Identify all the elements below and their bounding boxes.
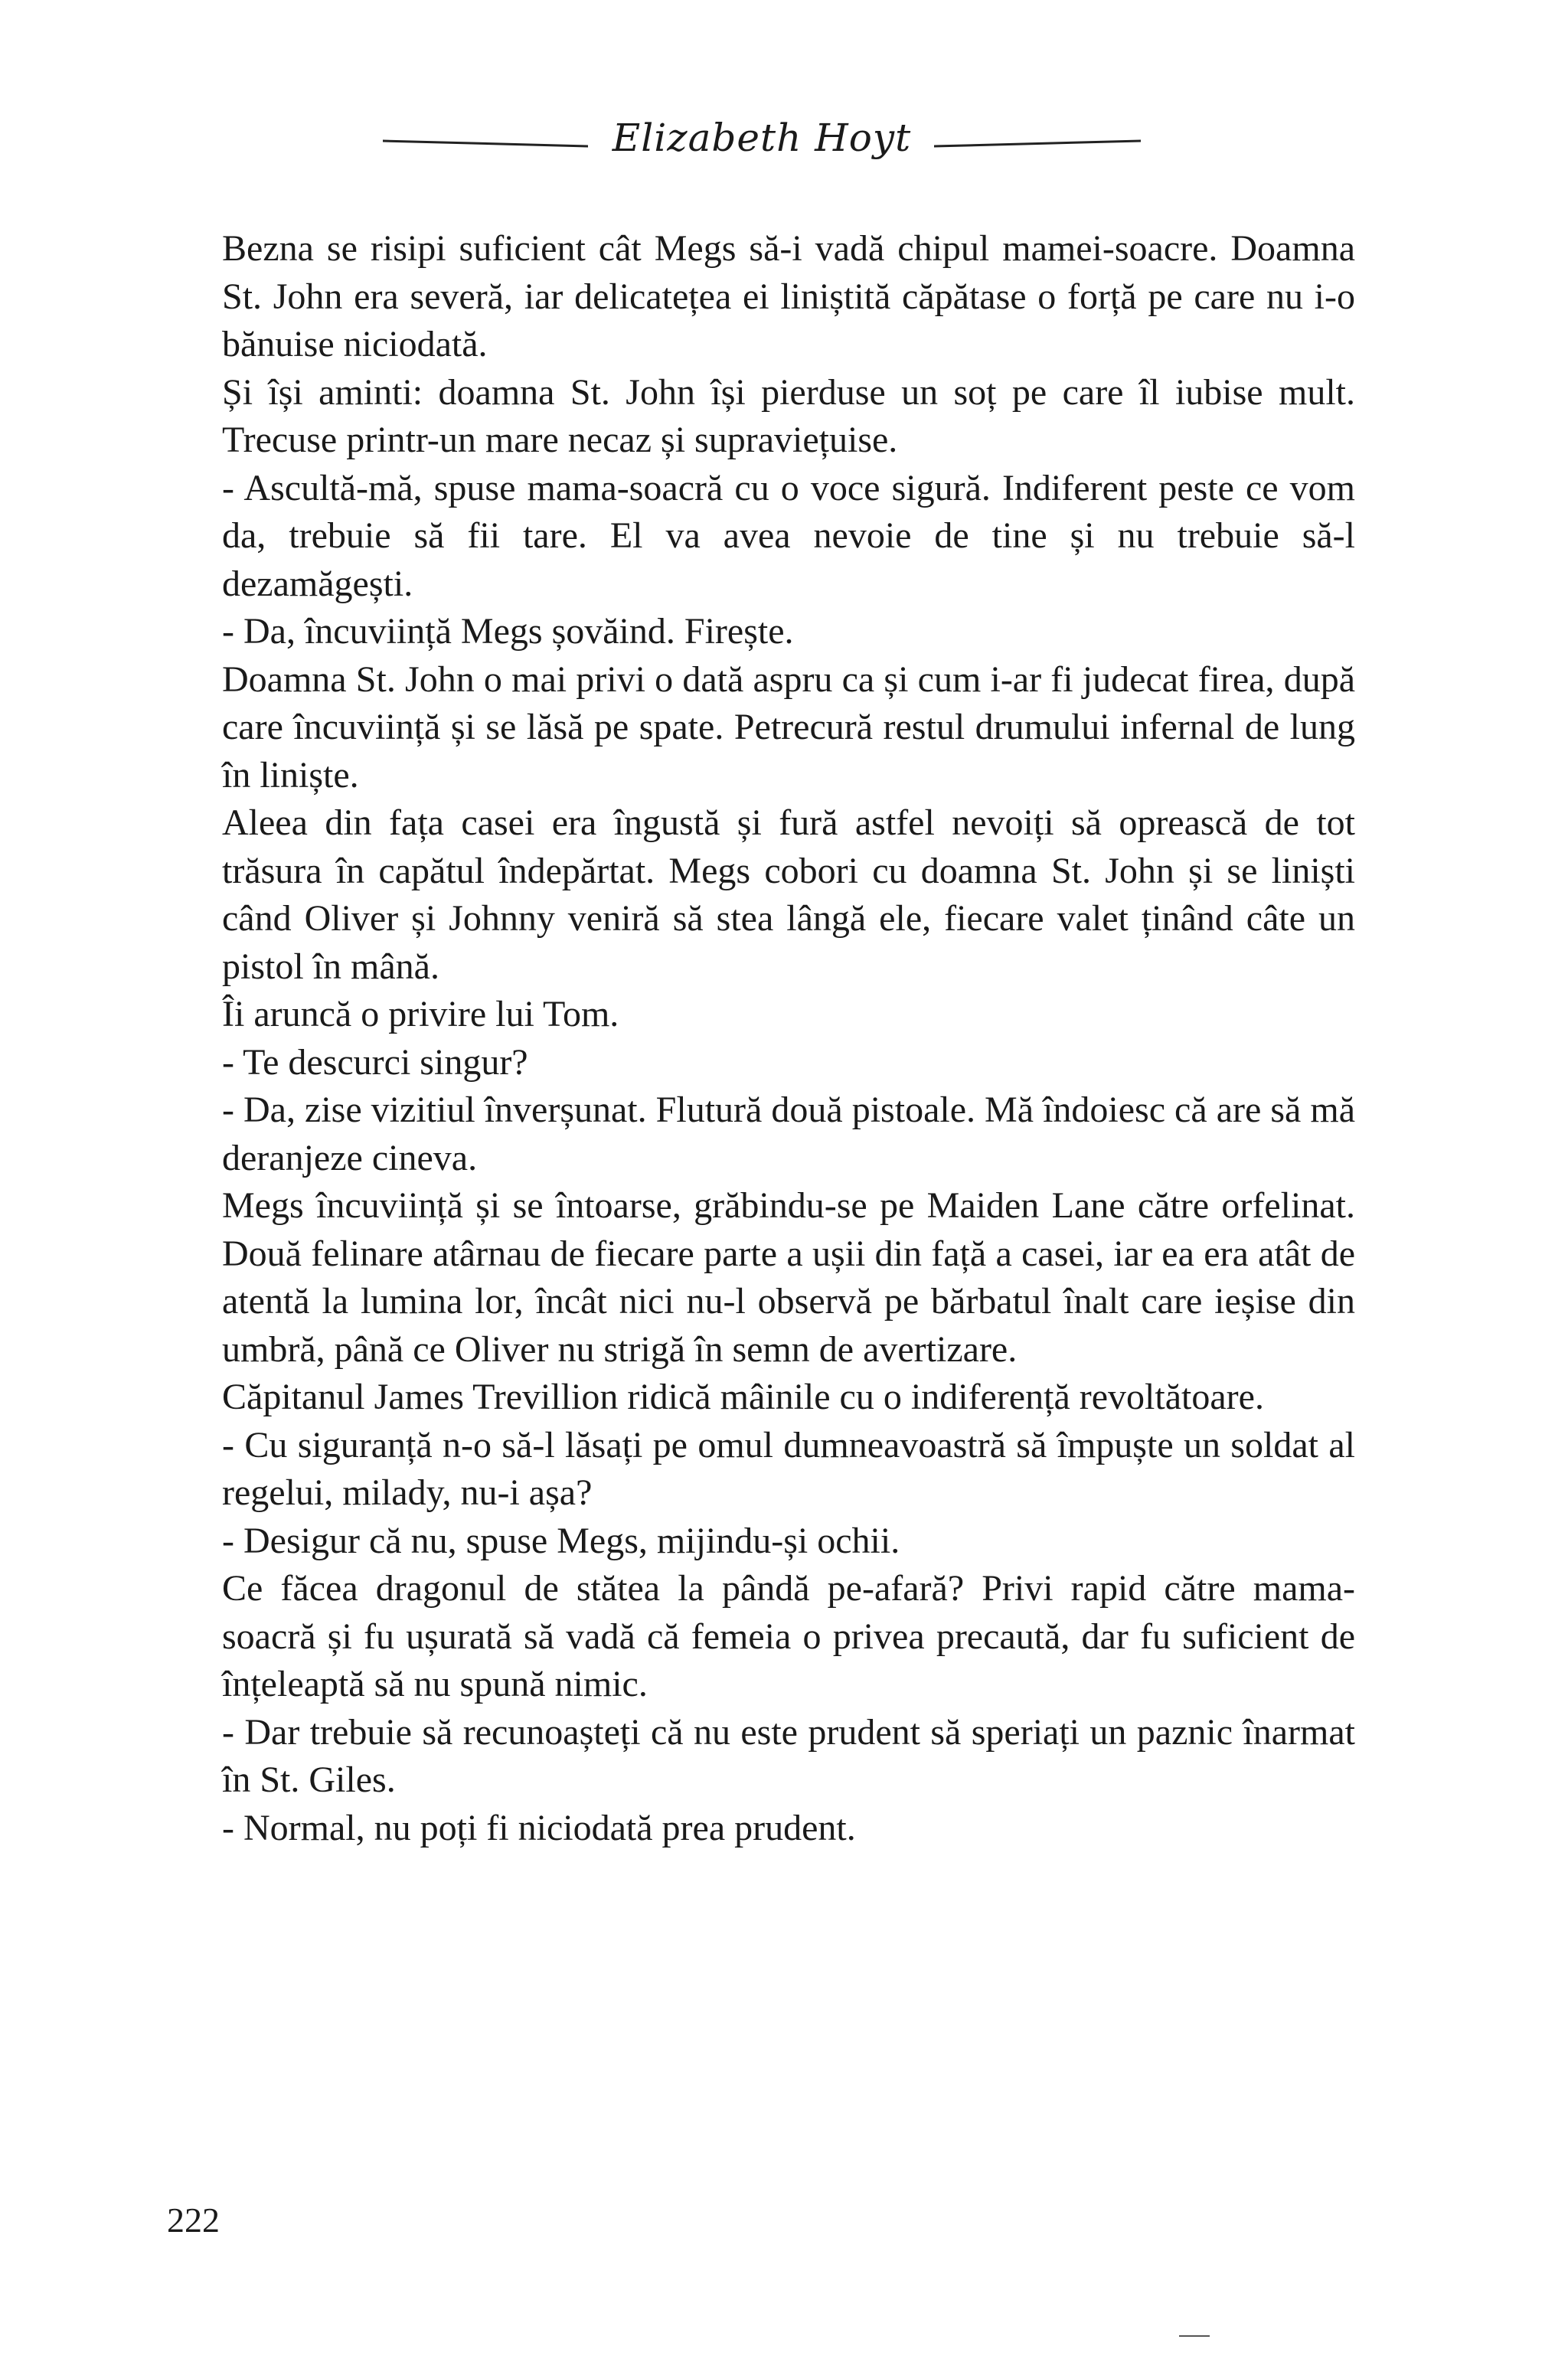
paragraph: - Normal, nu poți fi niciodată prea prudent. (222, 1807, 856, 1848)
paragraph: - Te descurci singur? (222, 1041, 528, 1083)
paragraph: - Cu siguranță n-o să-l lăsați pe omul dumneavoastră să împuște un soldat al regelui, milady, nu-i așa? (222, 1424, 1355, 1513)
header-rule-right (934, 139, 1141, 147)
paragraph: - Dar trebuie să recunoașteți că nu este prudent să speriați un paznic înarmat în St. Giles. (222, 1711, 1355, 1800)
running-header (383, 107, 1148, 168)
running-title: Elizabeth Hoyt (612, 116, 912, 160)
header-rule-left (383, 139, 588, 147)
paragraph: Doamna St. John o mai privi o dată aspru ca și cum i-ar fi judecat firea, după care încuviință și se lăsă pe spate. Petrecură restul drumului infernal de lung în liniște. (222, 658, 1355, 796)
paragraph: Și își aminti: doamna St. John își pierduse un soț pe care îl iubise mult. Trecuse printr-un mare necaz și supraviețuise. (222, 371, 1355, 460)
paragraph: Îi aruncă o privire lui Tom. (222, 994, 619, 1034)
paragraph: Ce făcea dragonul de stătea la pândă pe-afară? Privi rapid către mama-soacră și fu ușurată să vadă că femeia o privea precaută, dar fu suficient de înțeleaptă să nu spună nimic. (222, 1568, 1355, 1704)
paragraph: Megs încuviință și se întoarse, grăbindu-se pe Maiden Lane către orfelinat. Două felinare atârnau de fiecare parte a ușii din față a casei, iar ea era atât de atentă la lumina lor, încât nici nu-l observă pe bărbatul înalt care ieșise din umbră, până ce Oliver nu strigă în semn de avertizare. (222, 1185, 1355, 1370)
page-body (222, 225, 1355, 1852)
scan-mark (1179, 2335, 1210, 2337)
paragraph: Căpitanul James Trevillion ridică mâinile cu o indiferență revoltătoare. (222, 1377, 1264, 1417)
paragraph: - Desigur că nu, spuse Megs, mijindu-și ochii. (222, 1520, 900, 1561)
page-number: 222 (167, 2200, 220, 2240)
paragraph: Aleea din fața casei era îngustă și fură astfel nevoiți să oprească de tot trăsura în capătul îndepărtat. Megs cobori cu doamna St. John și se liniști când Oliver și Johnny veniră să stea lângă ele, fiecare valet ținând câte un pistol în mână. (222, 802, 1355, 987)
paragraph: - Da, încuviință Megs șovăind. Firește. (222, 611, 794, 652)
paragraph: - Ascultă-mă, spuse mama-soacră cu o voce sigură. Indiferent peste ce vom da, trebuie să fii tare. El va avea nevoie de tine și nu trebuie să-l dezamăgești. (222, 467, 1355, 604)
paragraph: - Da, zise vizitiul înverșunat. Flutură două pistoale. Mă îndoiesc că are să mă deranjeze cineva. (222, 1090, 1355, 1178)
paragraph: Bezna se risipi suficient cât Megs să-i vadă chipul mamei-soacre. Doamna St. John era severă, iar delicatețea ei liniștită căpătase o forță pe care nu i-o bănuise niciodată. (222, 228, 1355, 364)
